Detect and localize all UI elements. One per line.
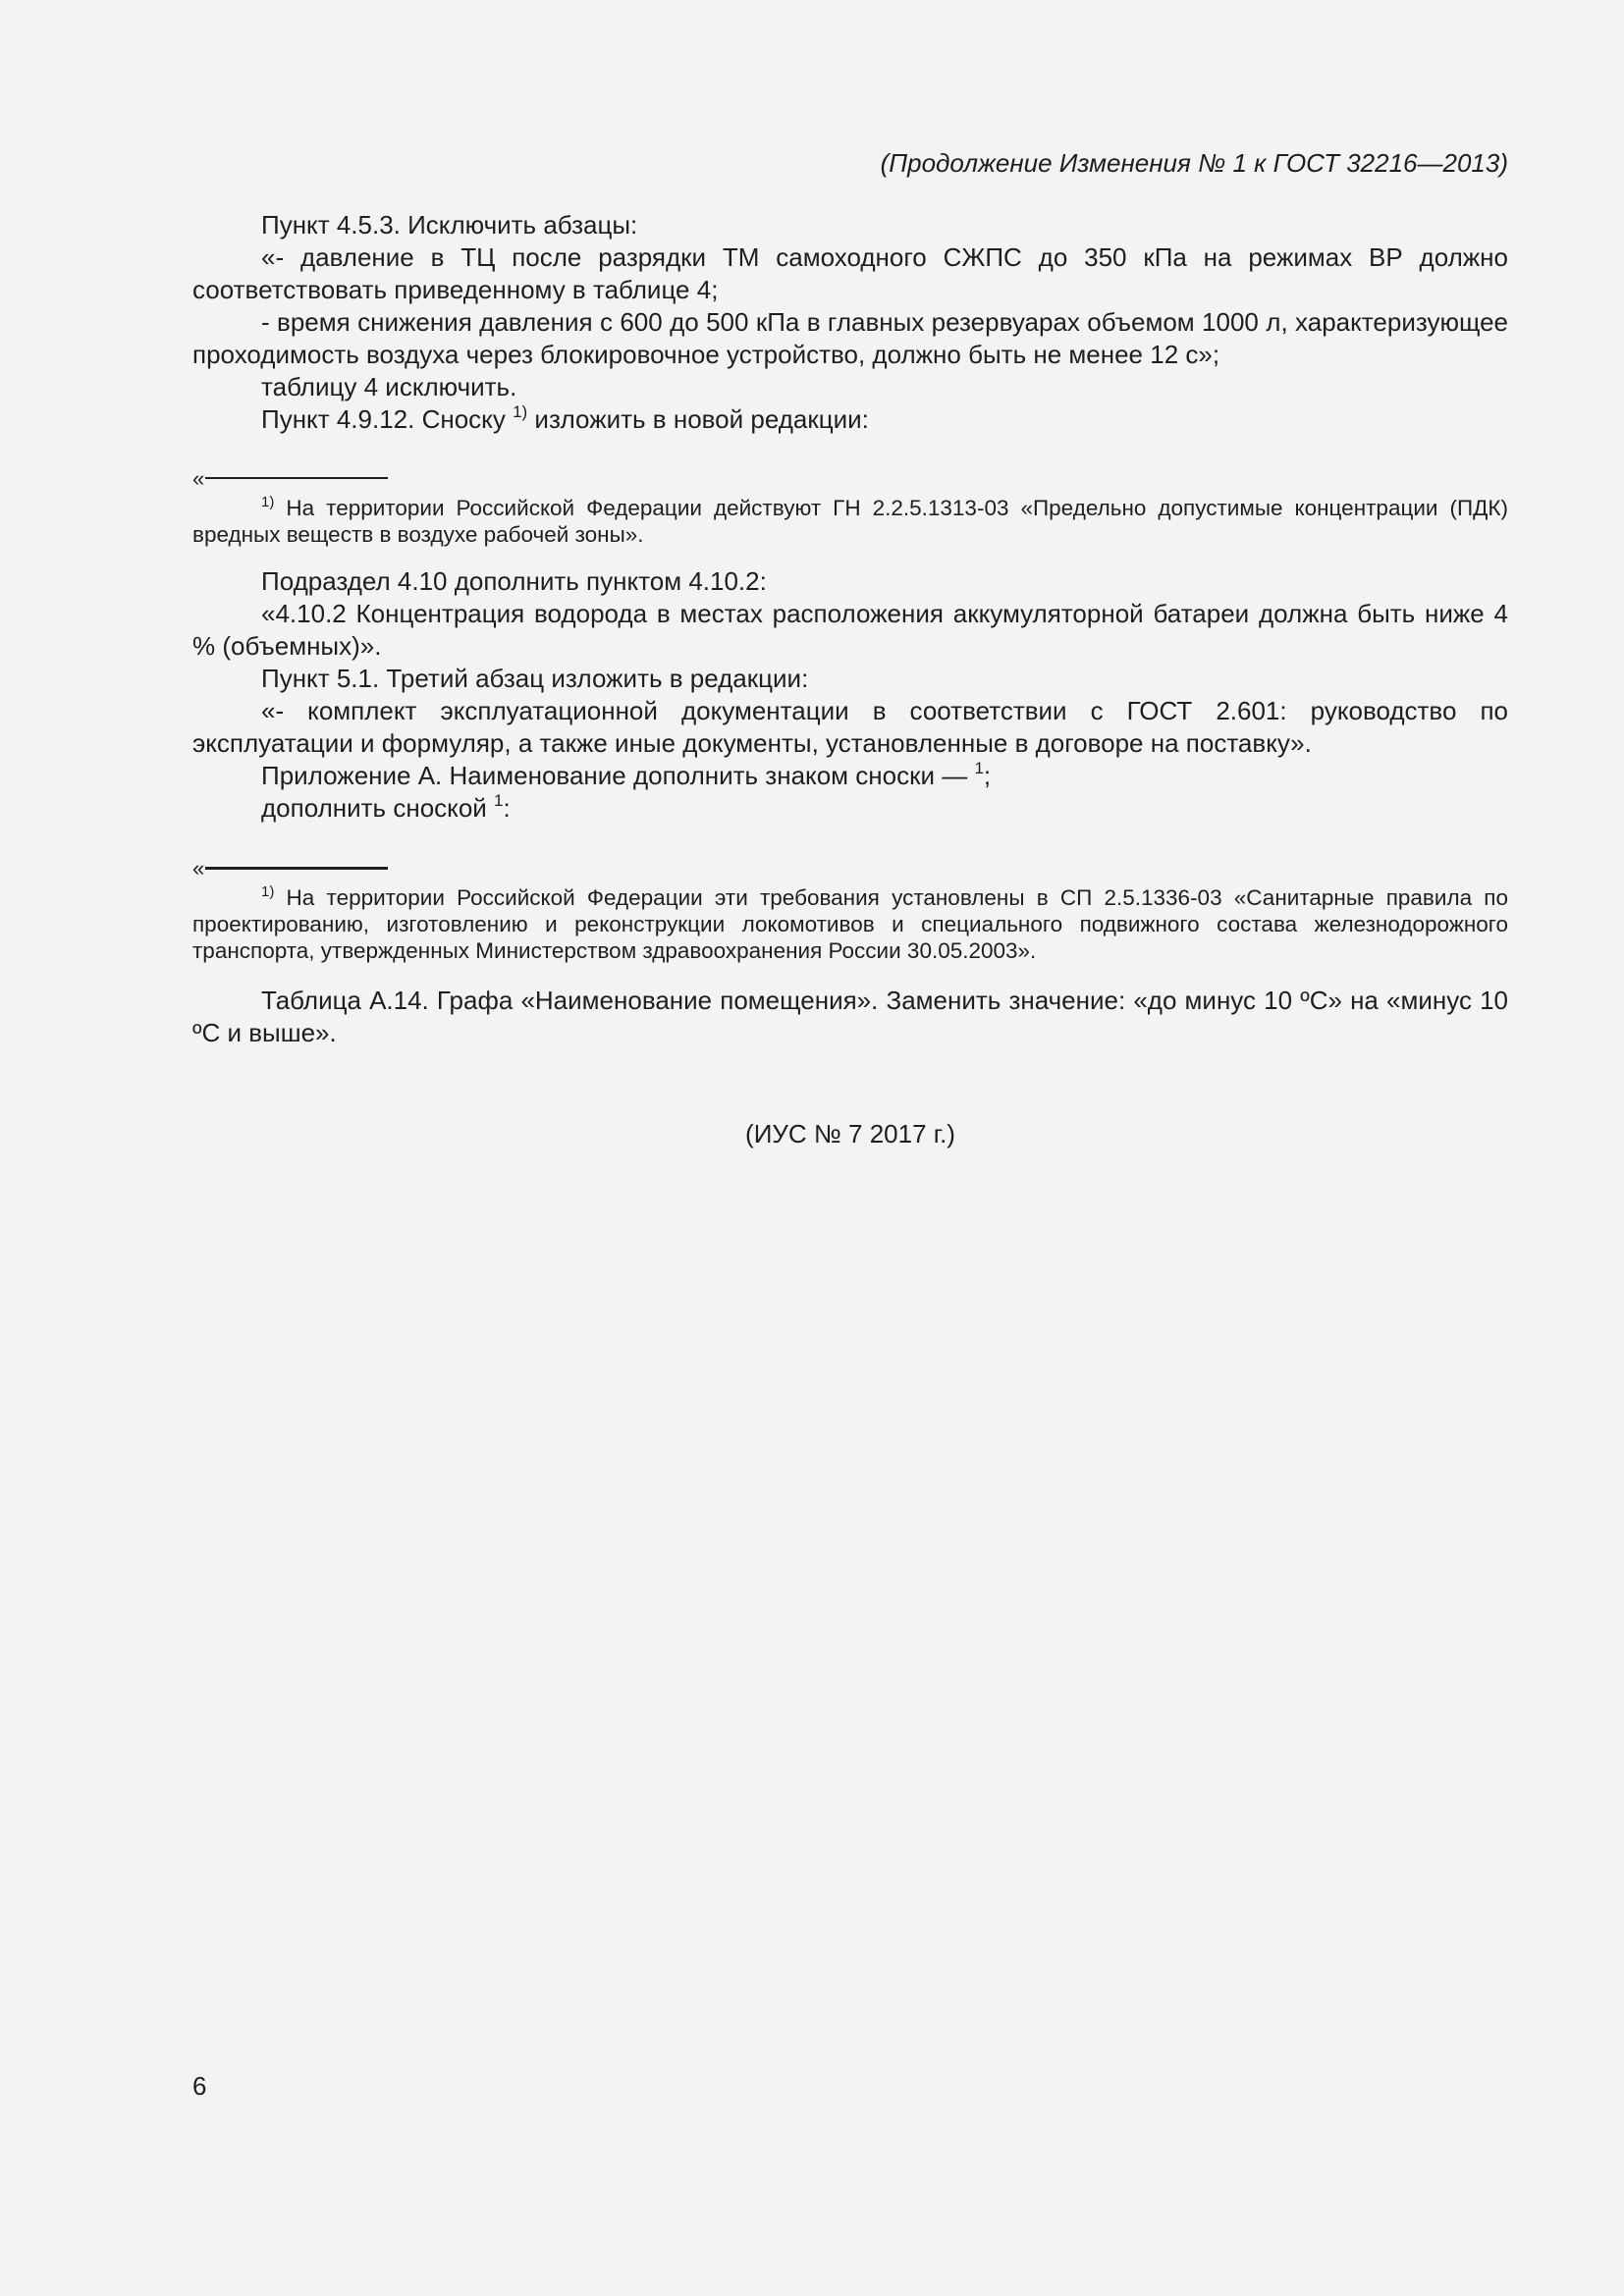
opening-quote: « (192, 465, 205, 491)
footnote-mark: 1 (974, 759, 984, 777)
paragraph: Пункт 5.1. Третий абзац изложить в редакции: (261, 664, 809, 693)
text: Пункт 4.9.12. Сноску (261, 404, 514, 434)
paragraph: «4.10.2 Концентрация водорода в местах расположения аккумуляторной батареи должна быть ниже 4 % (объемных)». (192, 599, 1508, 661)
paragraph: таблицу 4 исключить. (261, 372, 517, 401)
text: дополнить сноской (261, 793, 495, 823)
text: На территории Российской Федерации эти требования установлены в СП 2.5.1336-03 «Санитарные правила по проектированию, изготовлению и реконструкции локомотивов и специального подвижного состава железнодорожного транспорта, утвержденных Министерством здравоохранения России 30.05.2003». (192, 885, 1508, 963)
separator-rule (205, 867, 388, 870)
paragraph: Подраздел 4.10 дополнить пунктом 4.10.2: (261, 566, 767, 596)
footnote-text (192, 884, 1508, 964)
text: Приложение А. Наименование дополнить знаком сноски — (261, 761, 975, 790)
paragraph (192, 792, 1508, 825)
paragraph (192, 760, 1508, 792)
footnote-separator (192, 857, 1508, 879)
running-header: (Продолжение Изменения № 1 к ГОСТ 32216—2013) (880, 148, 1508, 178)
text: изложить в новой редакции: (527, 404, 869, 434)
footnote-separator (192, 467, 1508, 489)
footnote-text (192, 495, 1508, 548)
paragraph: Пункт 4.5.3. Исключить абзацы: (261, 210, 638, 240)
footnote-2 (192, 857, 1508, 964)
ius-reference: (ИУС № 7 2017 г.) (745, 1119, 955, 1148)
footnote-mark: 1) (513, 402, 528, 421)
footnote-mark: 1) (261, 883, 275, 900)
paragraph: Таблица А.14. Графа «Наименование помещения». Заменить значение: «до минус 10 ºС» на «минус 10 ºС и выше». (192, 986, 1508, 1047)
paragraph: «- комплект эксплуатационной документации в соответствии с ГОСТ 2.601: руководство по эксплуатации и формуляр, а также иные документы, установленные в договоре на поставку». (192, 696, 1508, 758)
separator-rule (205, 477, 388, 479)
amendment-block-3 (192, 985, 1508, 1049)
footnote-mark: 1 (494, 791, 504, 810)
amendment-block-1 (192, 209, 1508, 436)
footnote-1 (192, 467, 1508, 548)
paragraph: «- давление в ТЦ после разрядки ТМ самоходного СЖПС до 350 кПа на режимах ВР должно соответствовать приведенному в таблице 4; (192, 242, 1508, 304)
amendment-block-2 (192, 565, 1508, 825)
page-number: 6 (192, 2071, 207, 2101)
opening-quote: « (192, 855, 205, 881)
paragraph: - время снижения давления с 600 до 500 кПа в главных резервуарах объемом 1000 л, характеризующее проходимость воздуха через блокировочное устройство, должно быть не менее 12 с»; (192, 307, 1508, 369)
text: : (503, 793, 511, 823)
footnote-mark: 1) (261, 494, 275, 510)
text: На территории Российской Федерации действуют ГН 2.2.5.1313-03 «Предельно допустимые концентрации (ПДК) вредных веществ в воздухе рабочей зоны». (192, 496, 1508, 547)
text: ; (983, 761, 992, 790)
paragraph (192, 403, 1508, 436)
